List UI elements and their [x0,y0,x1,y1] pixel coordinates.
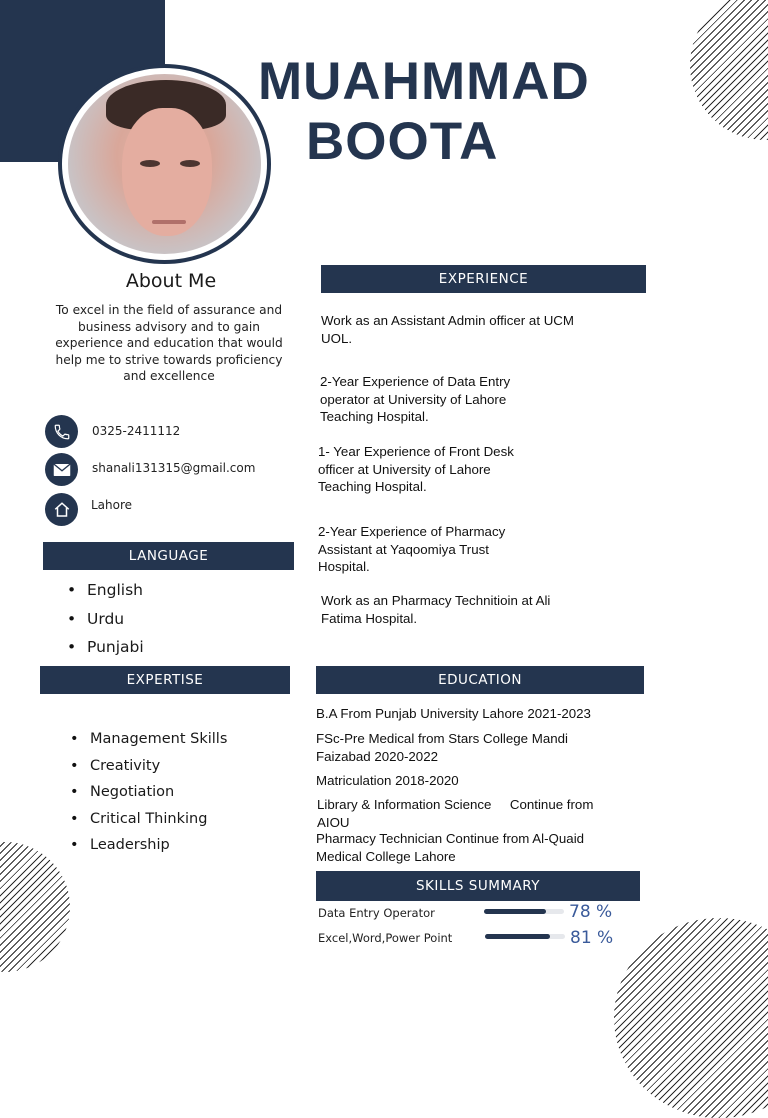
expertise-list [68,729,227,862]
list-item: • Urdu [65,609,144,638]
hatched-circle-bottom-right [614,918,768,1118]
list-item: • Management Skills [68,729,227,756]
list-item: • Leadership [68,835,227,862]
about-text: To excel in the field of assurance and business advisory and to gain experience and education that would help me to strive towards proficiency and excellence [55,303,283,384]
name-first: MUAHMMAD [258,52,590,111]
contact-phone[interactable]: 0325-2411112 [92,424,181,438]
hatched-circle-bottom-left [0,842,70,972]
list-item: • Creativity [68,756,227,783]
experience-item: 2-Year Experience of Pharmacy Assistant at Yaqoomiya Trust Hospital. [318,524,506,574]
language-header: LANGUAGE [43,542,294,570]
education-item: Matriculation 2018-2020 [316,773,459,788]
skill-label: Data Entry Operator [318,906,435,920]
contact-location: Lahore [91,498,133,512]
education-header: EDUCATION [316,666,644,694]
expertise-header: EXPERTISE [40,666,290,694]
list-item: • Negotiation [68,782,227,809]
skills-header: SKILLS SUMMARY [316,871,640,901]
about-title: About Me [125,270,217,292]
profile-photo [58,64,271,264]
experience-item: 1- Year Experience of Front Desk officer at University of Lahore Teaching Hospital. [318,444,514,494]
experience-item: Work as an Assistant Admin officer at UCM UOL. [321,313,574,346]
hatched-circle-top-right [690,0,768,140]
skill-label: Excel,Word,Power Point [318,931,453,945]
experience-header: EXPERIENCE [321,265,646,293]
skill-percent: 78 % [569,902,613,922]
list-item: • Critical Thinking [68,809,227,836]
list-item: • Punjabi [65,637,144,666]
language-list [65,580,144,666]
skill-bar-track [484,909,564,914]
home-icon [45,493,78,526]
education-item: Pharmacy Technician Continue from Al-Quaid Medical College Lahore [316,831,585,864]
education-item: B.A From Punjab University Lahore 2021-2023 [316,706,591,721]
skill-percent: 81 % [570,928,614,948]
skill-bar-track [485,934,565,939]
contact-email[interactable]: shanali131315@gmail.com [92,461,256,475]
skill-bar-fill [485,934,550,939]
mail-icon [45,453,78,486]
education-item: FSc-Pre Medical from Stars College Mandi Faizabad 2020-2022 [316,731,568,764]
list-item: • English [65,580,144,609]
experience-item: 2-Year Experience of Data Entry operator at University of Lahore Teaching Hospital. [320,374,511,424]
phone-icon [45,415,78,448]
name-last: BOOTA [306,112,499,171]
education-item: Library & Information Science Continue from AIOU [317,797,597,830]
skill-bar-fill [484,909,546,914]
experience-item: Work as an Pharmacy Technitioin at Ali Fatima Hospital. [321,593,551,626]
